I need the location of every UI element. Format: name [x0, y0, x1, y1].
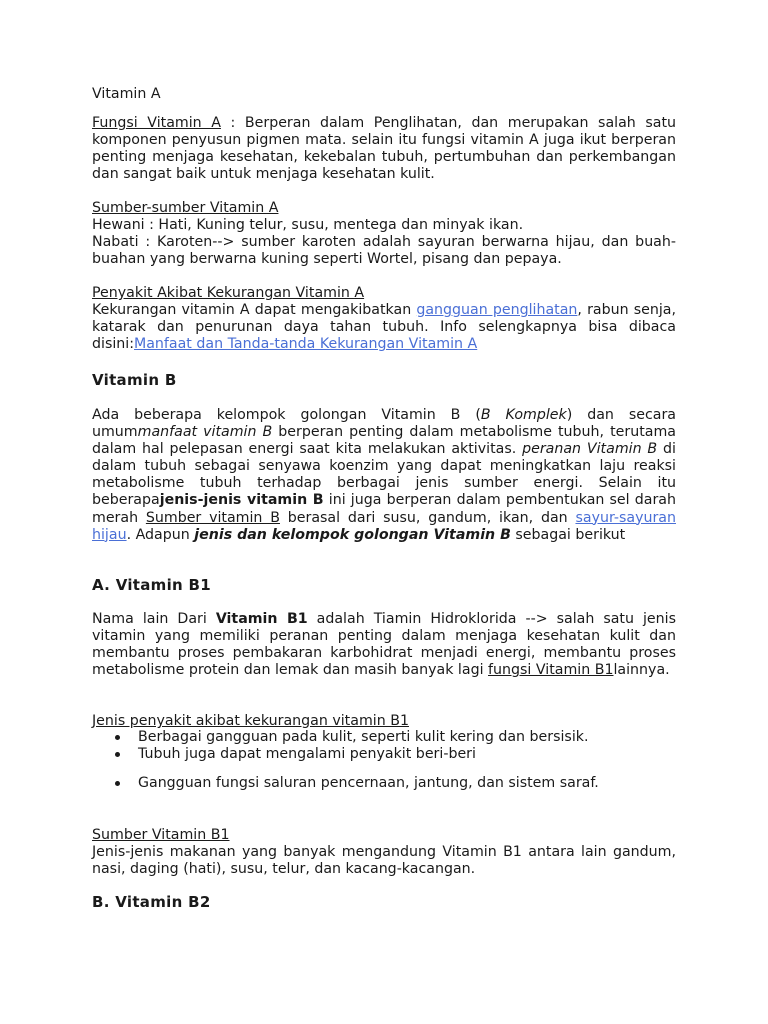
vitamin-a-plant-sources: Nabati : Karoten--> sumber karoten adalah sayuran berwarna hijau, dan buah-buahan yang berwarna kuning seperti Wortel, pisang dan pepaya. — [92, 234, 676, 268]
vitamin-b1-sources-heading: Sumber Vitamin B1 — [92, 827, 230, 843]
text-span: ini juga berperan dalam pembentukan sel darah merah — [92, 492, 676, 526]
vitamin-a-title: Vitamin A — [92, 86, 161, 102]
vitamin-b-paragraph — [92, 407, 676, 544]
text-span: Kekurangan vitamin A dapat mengakibatkan — [92, 302, 417, 318]
list-item-text: Berbagai gangguan pada kulit, seperti kulit kering dan bersisik. — [138, 729, 589, 745]
vitamin-a-deficiency-info-link[interactable]: Manfaat dan Tanda-tanda Kekurangan Vitamin A — [134, 336, 478, 353]
green-vegetables-link[interactable]: sayur-sayuran hijau — [92, 509, 676, 543]
vitamin-b1-sources-text: Jenis-jenis makanan yang banyak mengandung Vitamin B1 antara lain gandum, nasi, daging (hati), susu, telur, dan kacang-kacangan. — [92, 844, 676, 878]
bullet-icon — [115, 781, 120, 786]
text-span: Ada beberapa kelompok golongan Vitamin B ( — [92, 407, 481, 423]
vitamin-b1-function-text: fungsi Vitamin B1 — [488, 662, 614, 679]
vitamin-a-sources-heading: Sumber-sumber Vitamin A — [92, 200, 279, 216]
text-span: Nama lain Dari — [92, 611, 216, 627]
vitamin-b1-paragraph — [92, 611, 676, 679]
text-span: lainnya. — [613, 662, 670, 679]
vitamin-a-function-text: : Berperan dalam Penglihatan, dan merupakan salah satu komponen penyusun pigmen mata. selain itu fungsi vitamin A juga ikut berperan penting menjaga kesehatan, kekebalan tubuh, pertumbuhan dan perkembangan dan sangat baik untuk menjaga kesehatan kulit. — [92, 115, 676, 183]
list-item-text: Tubuh juga dapat mengalami penyakit beri-beri — [138, 746, 476, 762]
italic-span: manfaat vitamin B — [137, 424, 273, 441]
list-item — [92, 729, 589, 746]
list-item — [92, 775, 599, 792]
vitamin-b1-deficiency-heading: Jenis penyakit akibat kekurangan vitamin B1 — [92, 713, 409, 729]
bullet-icon — [115, 735, 120, 740]
vision-disorder-link[interactable]: gangguan penglihatan — [416, 302, 578, 318]
text-span: . Adapun — [126, 526, 195, 543]
text-span: berasal dari susu, gandum, ikan, dan — [279, 509, 576, 526]
bold-italic-span: jenis dan kelompok golongan Vitamin B — [194, 526, 511, 543]
vitamin-b-source-text: Sumber vitamin B — [145, 509, 280, 526]
vitamin-a-function-label: Fungsi Vitamin A — [92, 115, 221, 131]
vitamin-b-heading: Vitamin B — [92, 371, 177, 389]
text-span: ) dan secara umum — [92, 407, 676, 441]
vitamin-a-animal-sources: Hewani : Hati, Kuning telur, susu, mentega dan minyak ikan. — [92, 217, 524, 233]
bold-span: Vitamin B1 — [215, 611, 308, 627]
list-item — [92, 746, 476, 763]
text-span: sebagai berikut — [510, 526, 626, 543]
vitamin-b2-heading: B. Vitamin B2 — [92, 893, 211, 911]
text-span: adalah Tiamin Hidroklorida --> salah satu jenis vitamin yang memiliki peranan penting dalam menjaga kesehatan kulit dan membantu proses pembakaran karbohidrat menjadi energi, membantu proses metabolisme protein dan lemak dan masih banyak lagi — [92, 611, 676, 679]
italic-span: B Komplek — [480, 407, 567, 423]
vitamin-b1-heading: A. Vitamin B1 — [92, 576, 212, 594]
vitamin-a-deficiency-paragraph — [92, 302, 676, 353]
text-span: di dalam tubuh sebagai senyawa koenzim yang dapat meningkatkan laju reaksi metabolisme tubuh terhadap berbagai jenis sumber energi. Selain itu beberapa — [92, 441, 676, 509]
vitamin-a-function-paragraph — [92, 115, 676, 183]
text-span: berperan penting dalam metabolisme tubuh, terutama dalam hal pelepasan energi saat kita melakukan aktivitas. — [92, 424, 676, 458]
list-item-text: Gangguan fungsi saluran pencernaan, jantung, dan sistem saraf. — [138, 775, 599, 791]
bold-span: jenis-jenis vitamin B — [159, 492, 324, 509]
vitamin-a-deficiency-heading: Penyakit Akibat Kekurangan Vitamin A — [92, 285, 365, 301]
bullet-icon — [115, 752, 120, 757]
text-span: , rabun senja, katarak dan penurunan daya tahan tubuh. Info selengkapnya bisa dibaca disini: — [92, 302, 676, 353]
italic-span: peranan Vitamin B — [522, 441, 658, 458]
